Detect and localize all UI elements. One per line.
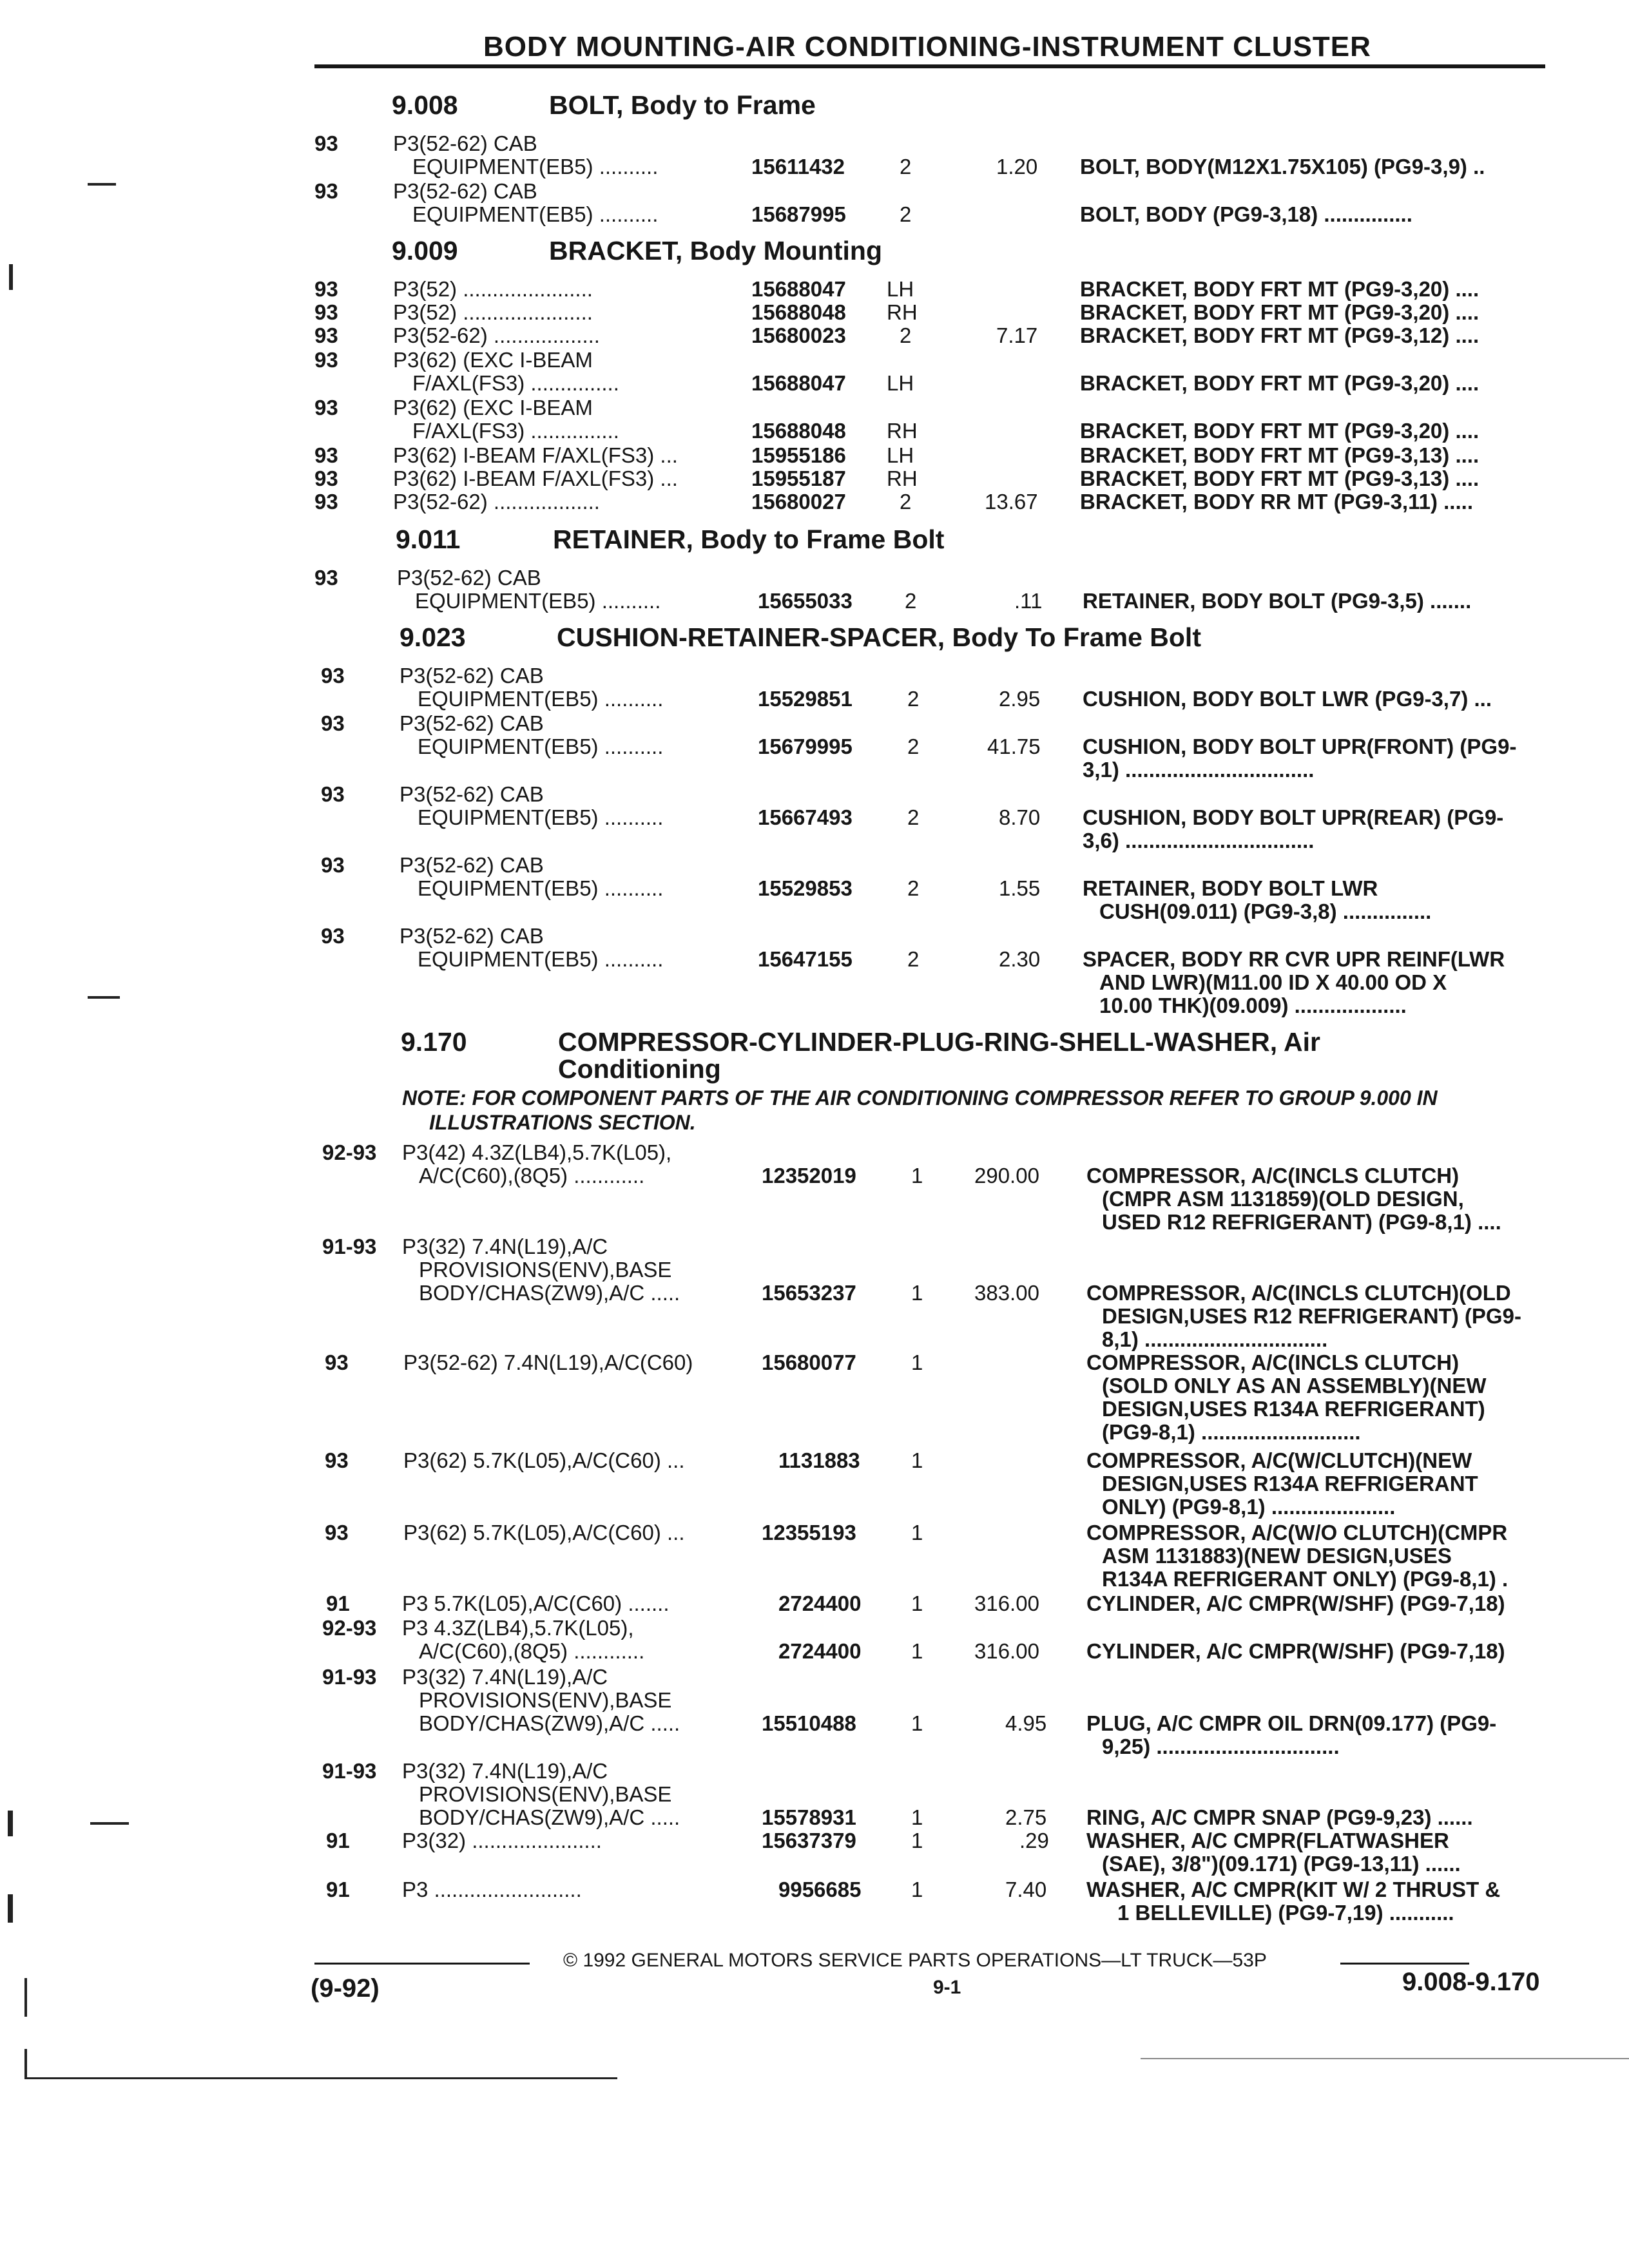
price: 383.00 <box>974 1281 1039 1305</box>
quantity: 2 <box>907 876 920 900</box>
description-cont: ONLY) (PG9-8,1) ..................... <box>1102 1495 1396 1519</box>
description: CUSHION, BODY BOLT UPR(REAR) (PG9- <box>1083 805 1504 829</box>
model-year: 93 <box>325 1448 349 1472</box>
quantity: RH <box>887 419 918 443</box>
application-cont: EQUIPMENT(EB5) .......... <box>418 876 664 900</box>
quantity: 2 <box>907 805 920 829</box>
model-year: 93 <box>314 179 338 203</box>
price: 290.00 <box>974 1164 1039 1187</box>
quantity: 1 <box>911 1711 923 1735</box>
application-cont: EQUIPMENT(EB5) .......... <box>415 589 661 613</box>
quantity: LH <box>887 443 914 467</box>
price: 1.20 <box>996 155 1038 178</box>
part-number: 9956685 <box>778 1878 862 1901</box>
model-year: 93 <box>314 131 338 155</box>
section-range: 9.008-9.170 <box>1402 1968 1540 1996</box>
part-number: 15510488 <box>762 1711 856 1735</box>
description: BOLT, BODY(M12X1.75X105) (PG9-3,9) .. <box>1080 155 1485 178</box>
price: 2.95 <box>999 687 1041 711</box>
model-year: 92-93 <box>322 1616 377 1640</box>
price: 41.75 <box>987 735 1041 758</box>
description: BRACKET, BODY FRT MT (PG9-3,12) .... <box>1080 323 1480 347</box>
margin-mark <box>8 1811 13 1836</box>
description: CYLINDER, A/C CMPR(W/SHF) (PG9-7,18) <box>1086 1591 1505 1615</box>
model-year: 91 <box>326 1829 350 1852</box>
description: CUSHION, BODY BOLT LWR (PG9-3,7) ... <box>1083 687 1492 711</box>
group-number: 9.009 <box>392 236 458 265</box>
quantity: 2 <box>907 735 920 758</box>
group-number: 9.011 <box>396 524 461 554</box>
quantity: 2 <box>907 947 920 971</box>
price: .11 <box>1014 589 1043 613</box>
price: 8.70 <box>999 805 1041 829</box>
description-cont: ASM 1131883)(NEW DESIGN,USES <box>1102 1544 1452 1568</box>
description: CUSHION, BODY BOLT UPR(FRONT) (PG9- <box>1083 735 1517 758</box>
description: BRACKET, BODY FRT MT (PG9-3,20) .... <box>1080 419 1480 443</box>
model-year: 93 <box>321 711 345 735</box>
price: 7.40 <box>1005 1878 1047 1901</box>
part-number: 15611432 <box>751 155 845 178</box>
application: P3 5.7K(L05),A/C(C60) ....... <box>402 1591 670 1615</box>
description: CYLINDER, A/C CMPR(W/SHF) (PG9-7,18) <box>1086 1639 1505 1663</box>
part-number: 15680023 <box>751 323 846 347</box>
description-cont: 9,25) ............................... <box>1102 1735 1340 1758</box>
description-cont: (SOLD ONLY AS AN ASSEMBLY)(NEW <box>1102 1374 1487 1398</box>
description: BRACKET, BODY FRT MT (PG9-3,20) .... <box>1080 277 1480 301</box>
part-number: 15529851 <box>758 687 853 711</box>
description-cont: 1 BELLEVILLE) (PG9-7,19) ........... <box>1117 1901 1454 1925</box>
application: P3(52-62) 7.4N(L19),A/C(C60) <box>403 1350 693 1374</box>
margin-mark <box>88 996 120 999</box>
part-number: 2724400 <box>778 1591 862 1615</box>
application: P3(62) I-BEAM F/AXL(FS3) ... <box>393 443 678 467</box>
model-year: 93 <box>325 1350 349 1374</box>
description: PLUG, A/C CMPR OIL DRN(09.177) (PG9- <box>1086 1711 1497 1735</box>
group-title-cont: Conditioning <box>558 1054 721 1084</box>
header-rule <box>314 64 1545 68</box>
description: BRACKET, BODY FRT MT (PG9-3,13) .... <box>1080 443 1480 467</box>
part-number: 15680027 <box>751 490 846 514</box>
group-title: BOLT, Body to Frame <box>549 90 816 120</box>
scan-edge-line <box>1141 2058 1629 2059</box>
application-cont: PROVISIONS(ENV),BASE <box>419 1782 672 1806</box>
group-title: COMPRESSOR-CYLINDER-PLUG-RING-SHELL-WASHER, Air <box>558 1027 1320 1057</box>
quantity: 1 <box>911 1878 923 1901</box>
application: P3(52-62) CAB <box>400 711 544 735</box>
application-cont: EQUIPMENT(EB5) .......... <box>418 947 664 971</box>
model-year: 93 <box>314 443 338 467</box>
part-number: 15655033 <box>758 589 853 613</box>
quantity: 1 <box>911 1521 923 1544</box>
application: P3 ......................... <box>402 1878 582 1901</box>
application-cont: PROVISIONS(ENV),BASE <box>419 1688 672 1712</box>
description: COMPRESSOR, A/C(W/CLUTCH)(NEW <box>1086 1448 1472 1472</box>
part-number: 15680077 <box>762 1350 856 1374</box>
description: BRACKET, BODY FRT MT (PG9-3,13) .... <box>1080 466 1480 490</box>
part-number: 15667493 <box>758 805 853 829</box>
description: COMPRESSOR, A/C(INCLS CLUTCH) <box>1086 1350 1460 1374</box>
part-number: 12352019 <box>762 1164 856 1187</box>
part-number: 15955187 <box>751 466 846 490</box>
description: COMPRESSOR, A/C(INCLS CLUTCH)(OLD <box>1086 1281 1511 1305</box>
price: 1.55 <box>999 876 1041 900</box>
model-year: 91 <box>326 1878 350 1901</box>
application: P3(52-62) .................. <box>393 490 600 514</box>
description-cont: 3,1) ................................ <box>1083 758 1315 782</box>
price: 7.17 <box>996 323 1038 347</box>
note: NOTE: FOR COMPONENT PARTS OF THE AIR CONDITIONING COMPRESSOR REFER TO GROUP 9.000 IN <box>402 1086 1438 1110</box>
model-year: 91-93 <box>322 1235 377 1258</box>
description-cont: DESIGN,USES R134A REFRIGERANT) <box>1102 1397 1485 1421</box>
price: 2.30 <box>999 947 1041 971</box>
price: 316.00 <box>974 1639 1039 1663</box>
quantity: 1 <box>911 1829 923 1852</box>
application-cont: EQUIPMENT(EB5) .......... <box>418 687 664 711</box>
margin-mark <box>24 1978 27 2017</box>
application: P3(52-62) CAB <box>397 566 541 590</box>
price: 2.75 <box>1005 1805 1047 1829</box>
quantity: 2 <box>900 202 912 226</box>
part-number: 15688048 <box>751 300 846 324</box>
group-number: 9.008 <box>392 90 458 120</box>
price: 4.95 <box>1005 1711 1047 1735</box>
part-number: 15578931 <box>762 1805 856 1829</box>
quantity: 1 <box>911 1639 923 1663</box>
description-cont: DESIGN,USES R12 REFRIGERANT) (PG9- <box>1102 1304 1521 1328</box>
application: P3(62) 5.7K(L05),A/C(C60) ... <box>403 1521 685 1544</box>
model-year: 91 <box>326 1591 350 1615</box>
quantity: 1 <box>911 1805 923 1829</box>
margin-mark <box>88 183 116 186</box>
application-cont: BODY/CHAS(ZW9),A/C ..... <box>419 1711 680 1735</box>
part-number: 15653237 <box>762 1281 856 1305</box>
group-title: BRACKET, Body Mounting <box>549 236 882 265</box>
application-cont: EQUIPMENT(EB5) .......... <box>412 155 659 178</box>
description-cont: 3,6) ................................ <box>1083 829 1315 852</box>
model-year: 93 <box>314 277 338 301</box>
application-cont: A/C(C60),(8Q5) ............ <box>419 1639 645 1663</box>
description-cont: R134A REFRIGERANT ONLY) (PG9-8,1) . <box>1102 1567 1509 1591</box>
application: P3(52-62) CAB <box>400 924 544 948</box>
description-cont: 10.00 THK)(09.009) ................... <box>1099 994 1407 1017</box>
model-year: 91-93 <box>322 1665 377 1689</box>
revision-date: (9-92) <box>311 1974 380 2003</box>
model-year: 93 <box>314 323 338 347</box>
group-title: CUSHION-RETAINER-SPACER, Body To Frame Bolt <box>557 622 1201 652</box>
part-number: 15955186 <box>751 443 846 467</box>
model-year: 93 <box>314 396 338 419</box>
price: 316.00 <box>974 1591 1039 1615</box>
description: WASHER, A/C CMPR(FLATWASHER <box>1086 1829 1449 1852</box>
part-number: 15679995 <box>758 735 853 758</box>
part-number: 15637379 <box>762 1829 856 1852</box>
price: .29 <box>1019 1829 1049 1852</box>
model-year: 93 <box>321 782 345 806</box>
application: P3(62) (EXC I-BEAM <box>393 396 593 419</box>
price: 13.67 <box>985 490 1038 514</box>
quantity: 1 <box>911 1164 923 1187</box>
quantity: 2 <box>900 490 912 514</box>
part-number: 2724400 <box>778 1639 862 1663</box>
footer-rule-left <box>314 1963 530 1965</box>
description-cont: (SAE), 3/8")(09.171) (PG9-13,11) ...... <box>1102 1852 1461 1876</box>
application: P3(32) ...................... <box>402 1829 602 1852</box>
quantity: 2 <box>900 323 912 347</box>
description: BRACKET, BODY RR MT (PG9-3,11) ..... <box>1080 490 1473 514</box>
description-cont: (PG9-8,1) ........................... <box>1102 1420 1361 1444</box>
description: BRACKET, BODY FRT MT (PG9-3,20) .... <box>1080 300 1480 324</box>
copyright: © 1992 GENERAL MOTORS SERVICE PARTS OPERATIONS—LT TRUCK—53P <box>563 1950 1267 1971</box>
part-number: 15688047 <box>751 371 846 395</box>
part-number: 12355193 <box>762 1521 856 1544</box>
description-cont: 8,1) ............................... <box>1102 1327 1328 1351</box>
model-year: 93 <box>321 924 345 948</box>
model-year: 93 <box>314 490 338 514</box>
description: BRACKET, BODY FRT MT (PG9-3,20) .... <box>1080 371 1480 395</box>
quantity: 1 <box>911 1448 923 1472</box>
part-number: 15529853 <box>758 876 853 900</box>
application-cont: EQUIPMENT(EB5) .......... <box>418 735 664 758</box>
model-year: 91-93 <box>322 1759 377 1783</box>
description-cont: (CMPR ASM 1131859)(OLD DESIGN, <box>1102 1187 1464 1211</box>
application: P3(52-62) CAB <box>393 179 537 203</box>
application: P3(52) ...................... <box>393 300 593 324</box>
margin-mark <box>90 1822 129 1825</box>
quantity: 2 <box>907 687 920 711</box>
application: P3(62) I-BEAM F/AXL(FS3) ... <box>393 466 678 490</box>
model-year: 92-93 <box>322 1140 377 1164</box>
application-cont: A/C(C60),(8Q5) ............ <box>419 1164 645 1187</box>
description: RETAINER, BODY BOLT (PG9-3,5) ....... <box>1083 589 1472 613</box>
application-cont: EQUIPMENT(EB5) .......... <box>418 805 664 829</box>
footer-rule-right <box>1340 1963 1469 1965</box>
application-cont: EQUIPMENT(EB5) .......... <box>412 202 659 226</box>
model-year: 93 <box>314 466 338 490</box>
scan-edge-line <box>24 2077 617 2079</box>
quantity: 1 <box>911 1350 923 1374</box>
description: COMPRESSOR, A/C(INCLS CLUTCH) <box>1086 1164 1460 1187</box>
model-year: 93 <box>314 348 338 372</box>
quantity: 1 <box>911 1591 923 1615</box>
description-cont: USED R12 REFRIGERANT) (PG9-8,1) .... <box>1102 1210 1501 1234</box>
application: P3(52-62) .................. <box>393 323 600 347</box>
quantity: 2 <box>900 155 912 178</box>
application: P3(32) 7.4N(L19),A/C <box>402 1759 608 1783</box>
application: P3 4.3Z(LB4),5.7K(L05), <box>402 1616 634 1640</box>
application: P3(52-62) CAB <box>393 131 537 155</box>
description-cont: AND LWR)(M11.00 ID X 40.00 OD X <box>1099 970 1447 994</box>
model-year: 93 <box>321 853 345 877</box>
application-cont: F/AXL(FS3) ............... <box>412 371 619 395</box>
description: COMPRESSOR, A/C(W/O CLUTCH)(CMPR <box>1086 1521 1508 1544</box>
model-year: 93 <box>325 1521 349 1544</box>
application: P3(32) 7.4N(L19),A/C <box>402 1665 608 1689</box>
margin-mark <box>8 1894 13 1923</box>
group-number: 9.170 <box>401 1027 467 1057</box>
application-cont: BODY/CHAS(ZW9),A/C ..... <box>419 1805 680 1829</box>
application-cont: F/AXL(FS3) ............... <box>412 419 619 443</box>
application: P3(52-62) CAB <box>400 664 544 687</box>
part-number: 15687995 <box>751 202 846 226</box>
part-number: 15688047 <box>751 277 846 301</box>
application: P3(32) 7.4N(L19),A/C <box>402 1235 608 1258</box>
application: P3(62) 5.7K(L05),A/C(C60) ... <box>403 1448 685 1472</box>
application: P3(42) 4.3Z(LB4),5.7K(L05), <box>402 1140 672 1164</box>
description: RING, A/C CMPR SNAP (PG9-9,23) ...... <box>1086 1805 1473 1829</box>
margin-mark <box>24 2049 27 2079</box>
model-year: 93 <box>321 664 345 687</box>
part-number: 15688048 <box>751 419 846 443</box>
quantity: 2 <box>905 589 917 613</box>
group-number: 9.023 <box>400 622 466 652</box>
application-cont: PROVISIONS(ENV),BASE <box>419 1258 672 1282</box>
description: BOLT, BODY (PG9-3,18) ............... <box>1080 202 1412 226</box>
description: SPACER, BODY RR CVR UPR REINF(LWR <box>1083 947 1505 971</box>
model-year: 93 <box>314 566 338 590</box>
quantity: 1 <box>911 1281 923 1305</box>
application-cont: BODY/CHAS(ZW9),A/C ..... <box>419 1281 680 1305</box>
page-number: 9-1 <box>933 1977 961 1998</box>
quantity: RH <box>887 466 918 490</box>
application: P3(52) ...................... <box>393 277 593 301</box>
description-cont: CUSH(09.011) (PG9-3,8) ............... <box>1099 899 1432 923</box>
description-cont: DESIGN,USES R134A REFRIGERANT <box>1102 1472 1478 1495</box>
application: P3(52-62) CAB <box>400 853 544 877</box>
note-cont: ILLUSTRATIONS SECTION. <box>429 1111 696 1134</box>
quantity: LH <box>887 277 914 301</box>
application: P3(52-62) CAB <box>400 782 544 806</box>
model-year: 93 <box>314 300 338 324</box>
margin-mark <box>9 264 13 290</box>
part-number: 15647155 <box>758 947 853 971</box>
quantity: RH <box>887 300 918 324</box>
part-number: 1131883 <box>778 1448 860 1472</box>
application: P3(62) (EXC I-BEAM <box>393 348 593 372</box>
quantity: LH <box>887 371 914 395</box>
group-title: RETAINER, Body to Frame Bolt <box>553 524 945 554</box>
description: WASHER, A/C CMPR(KIT W/ 2 THRUST & <box>1086 1878 1501 1901</box>
description: RETAINER, BODY BOLT LWR <box>1083 876 1378 900</box>
page-title: BODY MOUNTING-AIR CONDITIONING-INSTRUMENT CLUSTER <box>483 31 1371 62</box>
